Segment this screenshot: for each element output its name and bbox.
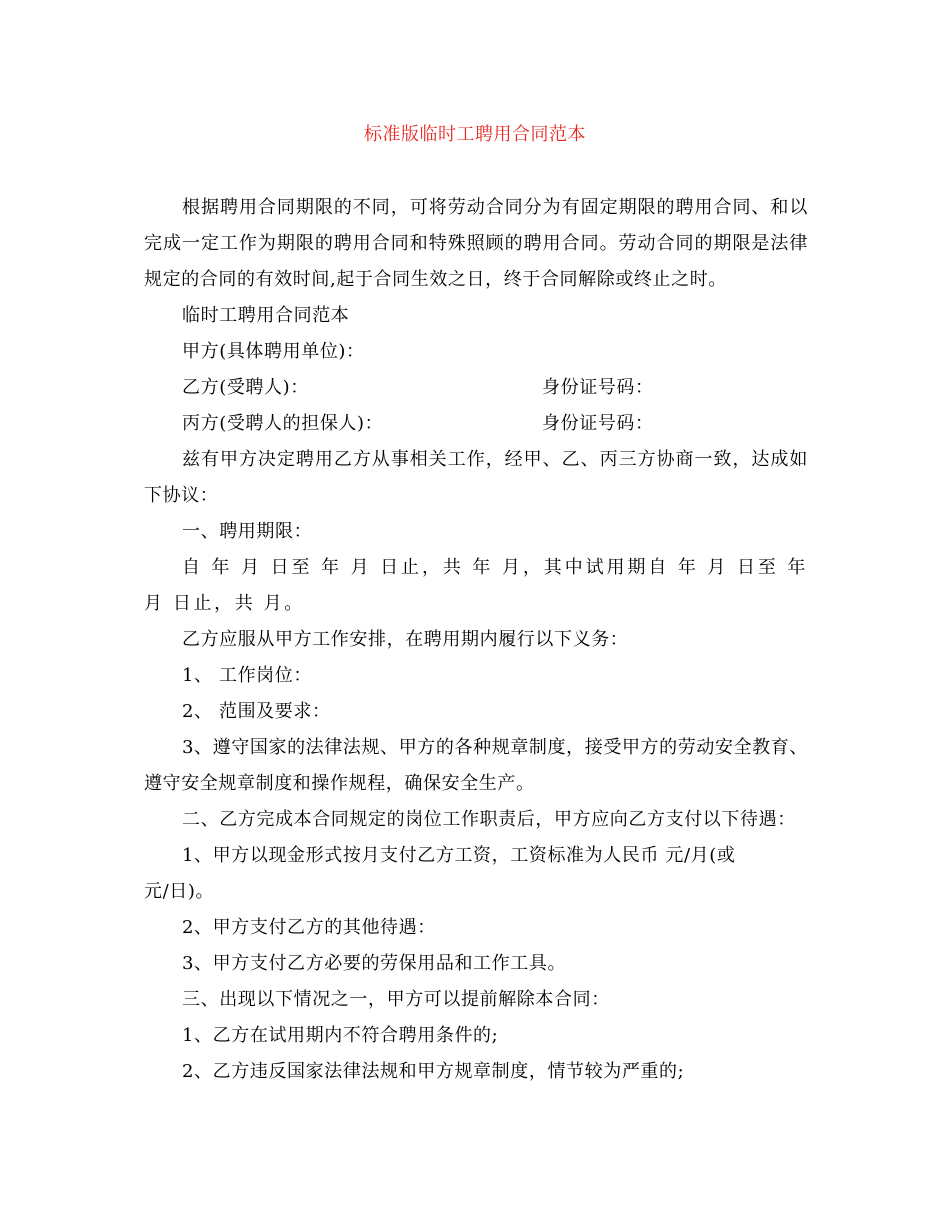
section-2-item-1-line-1: 1、甲方以现金形式按月支付乙方工资，工资标准为人民币 元/月(或 [182,845,736,866]
contract-subtitle: 临时工聘用合同范本 [182,305,350,326]
party-a-line: 甲方(具体聘用单位)： [182,341,365,362]
intro-paragraph: 根据聘用合同期限的不同，可将劳动合同分为有固定期限的聘用合同、和以完成一定工作为期限的聘用合同和特殊照顾的聘用合同。劳动合同的期限是法律规定的合同的有效时间,起于合同生效之日，终于合同解除或终止之时。 [144,197,808,290]
section-1-item-2: 2、 范围及要求： [182,701,331,722]
section-1-item-1: 1、 工作岗位： [182,665,312,686]
section-1-term: 自 年 月 日至 年 月 日止，共 年 月，其中试用期自 年 月 日至 年 月 日止，共 月。 [144,557,808,614]
section-1-heading: 一、聘用期限： [182,521,313,542]
section-3-item-1: 1、乙方在试用期内不符合聘用条件的; [182,1025,499,1046]
party-c-id-label: 身份证号码： [542,413,654,434]
section-1-obligations: 乙方应服从甲方工作安排，在聘用期内履行以下义务： [182,629,629,650]
section-2-item-3: 3、甲方支付乙方必要的劳保用品和工作工具。 [182,953,567,974]
section-3-heading: 三、出现以下情况之一，甲方可以提前解除本合同： [182,989,610,1010]
party-c-label: 丙方(受聘人的担保人)： [182,413,384,434]
section-2-item-2: 2、甲方支付乙方的其他待遇： [182,917,436,938]
party-b-row [144,370,808,406]
document-body [144,190,808,1090]
party-b-id-label: 身份证号码： [542,377,654,398]
section-3-item-2: 2、乙方违反国家法律法规和甲方规章制度，情节较为严重的; [182,1061,685,1082]
party-b-label: 乙方(受聘人)： [182,377,309,398]
section-2-item-1-line-2: 元/日)。 [144,881,215,902]
section-1-item-3: 3、遵守国家的法律法规、甲方的各种规章制度，接受甲方的劳动安全教育、遵守安全规章制度和操作规程，确保安全生产。 [144,737,808,794]
agreement-paragraph: 兹有甲方决定聘用乙方从事相关工作，经甲、乙、丙三方协商一致，达成如下协议： [144,449,808,506]
section-2-heading: 二、乙方完成本合同规定的岗位工作职责后，甲方应向乙方支付以下待遇： [182,809,796,830]
party-c-row [144,406,808,442]
document-title: 标准版临时工聘用合同范本 [364,124,586,145]
